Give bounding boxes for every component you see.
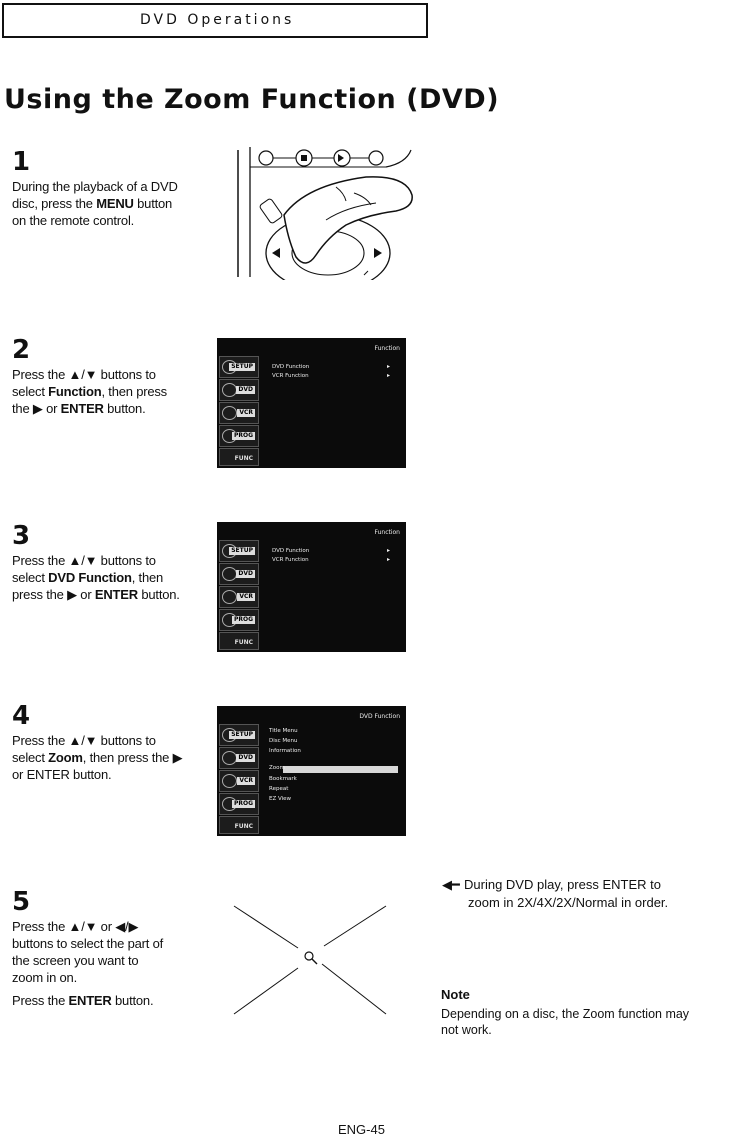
step-number: 5	[12, 887, 31, 917]
menu-tile-setup: SETUP	[219, 724, 259, 746]
menu-tile-func: FUNC	[219, 448, 259, 466]
menu-screen-function-dvd	[217, 522, 406, 652]
menu-tile-vcr: VCR	[219, 770, 259, 792]
step-text-line: on the remote control.	[12, 213, 135, 228]
step-5	[12, 888, 163, 1009]
step-text-line: Press the ▲/▼ buttons to	[12, 733, 156, 748]
menu-tile-setup: SETUP	[219, 356, 259, 378]
menu-tile-dvd: DVD	[219, 563, 259, 585]
menu-item-selected: Zoom	[269, 765, 285, 771]
menu-tile-setup: SETUP	[219, 540, 259, 562]
menu-tile-func: FUNC	[219, 632, 259, 650]
step-4	[12, 702, 182, 783]
menu-item: Disc Menu	[269, 738, 298, 744]
screen-title: DVD Function	[359, 713, 400, 720]
menu-tile-prog: PROG	[219, 425, 259, 447]
screen-title: Function	[374, 529, 400, 536]
screen-title: Function	[374, 345, 400, 352]
menu-tile-dvd: DVD	[219, 747, 259, 769]
step-text-line: Press the ▲/▼ buttons to	[12, 367, 156, 382]
menu-tile-prog: PROG	[219, 609, 259, 631]
zoom-hint-line: During DVD play, press ENTER to	[464, 877, 661, 892]
step-text-line: buttons to select the part of	[12, 936, 164, 951]
step-2	[12, 336, 167, 417]
step-text-line: Press the ▲/▼ or ◀/▶	[12, 919, 139, 934]
note-line: not work.	[441, 1023, 492, 1037]
menu-tile-dvd: DVD	[219, 379, 259, 401]
page-title: Using the Zoom Function (DVD)	[4, 84, 500, 115]
menu-tile-vcr: VCR	[219, 586, 259, 608]
note-text	[441, 1006, 689, 1038]
note-line: Depending on a disc, the Zoom function may	[441, 1007, 690, 1021]
step-1	[12, 148, 178, 229]
zoom-hint-line: zoom in 2X/4X/2X/Normal in order.	[468, 895, 669, 910]
menu-item: Title Menu	[269, 728, 298, 734]
arrow-right-icon: ▸	[386, 363, 390, 370]
step-text-line: or ENTER button.	[12, 767, 112, 782]
menu-item: Bookmark	[269, 776, 297, 782]
section-label: DVD Operations	[140, 12, 295, 28]
step-text-line: the screen you want to	[12, 953, 139, 968]
zoom-hint	[442, 876, 668, 912]
step-text-line: Press the ENTER button.	[12, 993, 154, 1008]
menu-item: Information	[269, 748, 301, 754]
menu-item: DVD Function	[272, 364, 310, 370]
step-number: 2	[12, 335, 31, 365]
step-number: 3	[12, 521, 31, 551]
step-text	[12, 366, 167, 417]
step-text	[12, 552, 180, 603]
zoom-area-diagram	[226, 898, 396, 1022]
step-3	[12, 522, 180, 603]
menu-tile-func: FUNC	[219, 816, 259, 834]
step-number: 4	[12, 701, 31, 731]
note-title: Note	[441, 987, 470, 1002]
step-number: 1	[12, 147, 31, 177]
menu-item: EZ View	[269, 796, 292, 802]
menu-item: Repeat	[269, 786, 289, 792]
arrow-right-icon: ▸	[386, 372, 390, 379]
step-text-line: Press the ▲/▼ buttons to	[12, 553, 156, 568]
menu-item: VCR Function	[272, 373, 309, 379]
step-text-line: During the playback of a DVD	[12, 179, 178, 194]
step-text-line: select Zoom, then press the ▶	[12, 750, 183, 765]
step-text	[12, 918, 163, 1009]
menu-screen-function	[217, 338, 406, 468]
step-text-line: the ▶ or ENTER button.	[12, 401, 146, 416]
step-text-line: select DVD Function, then	[12, 570, 164, 585]
step-text-line: select Function, then press	[12, 384, 167, 399]
menu-item: VCR Function	[272, 557, 309, 563]
magnifier-icon	[305, 952, 313, 960]
zoom-selection-highlight	[283, 766, 398, 773]
menu-tile-prog: PROG	[219, 793, 259, 815]
menu-item: DVD Function	[272, 548, 310, 554]
arrow-right-icon: ▸	[386, 547, 390, 554]
step-text-line: disc, press the MENU button	[12, 196, 173, 211]
page-number: ENG-45	[338, 1122, 385, 1137]
step-text-line: zoom in on.	[12, 970, 78, 985]
pointer-arrow-icon: ◀━	[442, 877, 460, 892]
step-text	[12, 178, 178, 229]
remote-control-illustration	[236, 145, 416, 280]
step-text	[12, 732, 182, 783]
menu-tile-vcr: VCR	[219, 402, 259, 424]
section-header	[2, 3, 428, 38]
arrow-right-icon: ▸	[386, 556, 390, 563]
step-text-line: press the ▶ or ENTER button.	[12, 587, 180, 602]
menu-screen-dvd-function	[217, 706, 406, 836]
